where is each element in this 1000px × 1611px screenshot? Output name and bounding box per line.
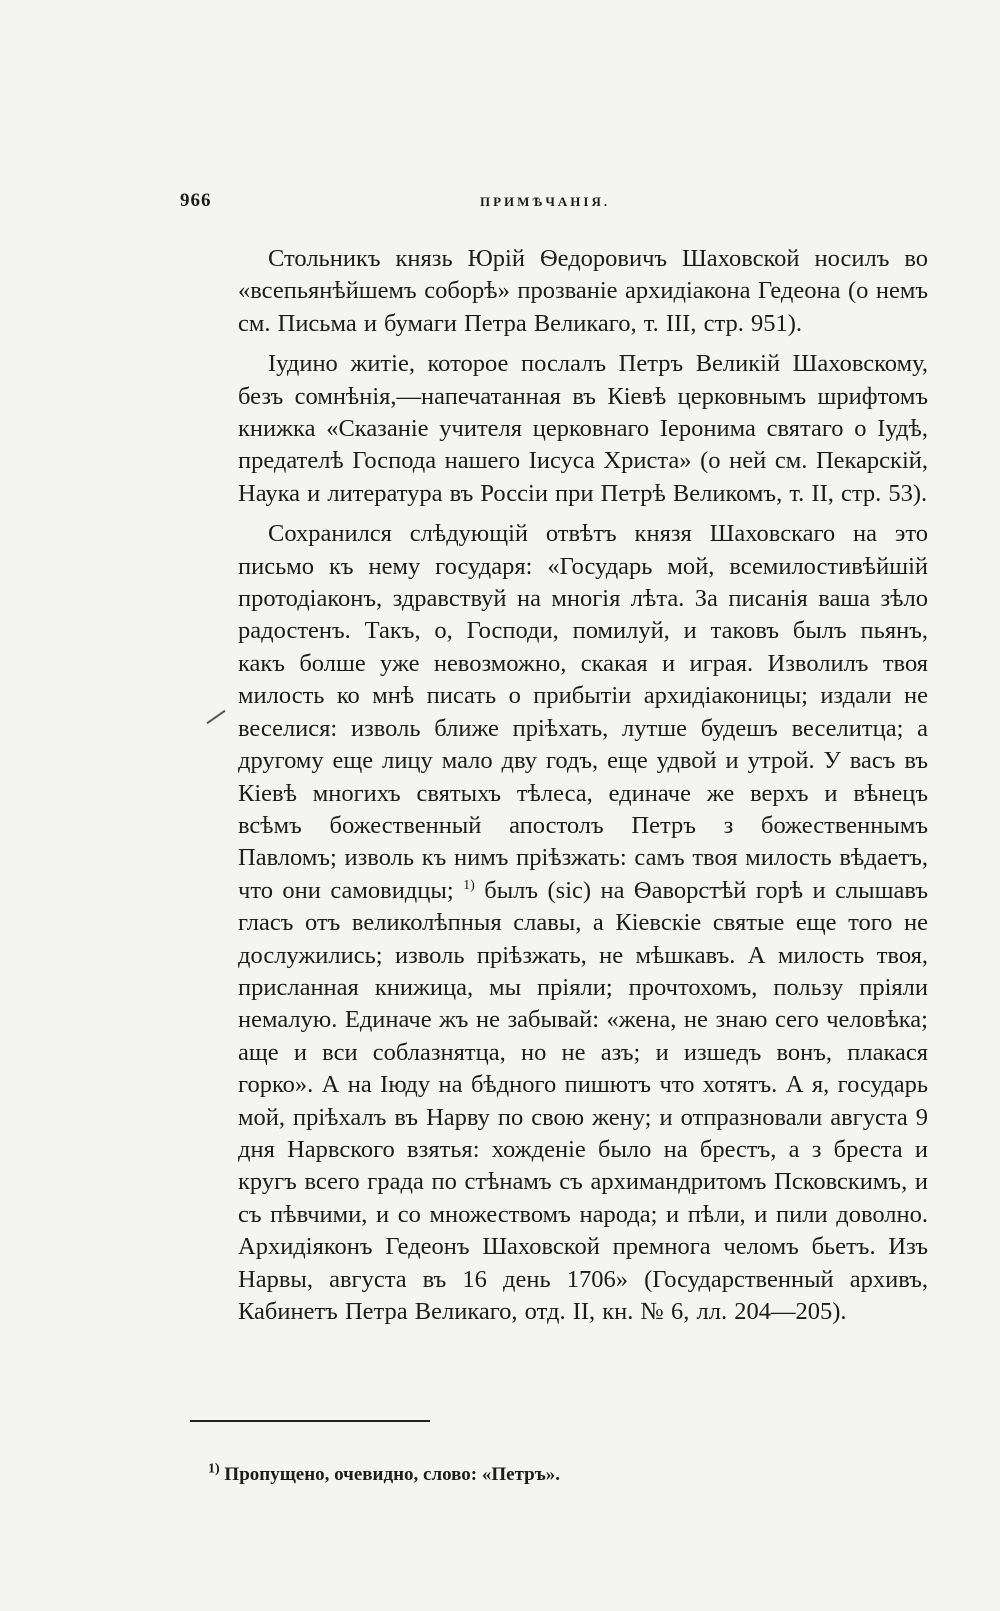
page-number: 966 [180, 190, 212, 211]
running-title: ПРИМѢЧАНІЯ. [480, 194, 611, 209]
page-header [180, 190, 940, 220]
footnote [208, 1463, 908, 1487]
footnote-marker: 1) [208, 1461, 220, 1477]
margin-pencil-mark [206, 710, 225, 724]
paragraph-3 [238, 518, 928, 1328]
paragraph-3-part-2: былъ (sic) на Ѳаворстѣй горѣ и слышавъ гласъ отъ великолѣпныя славы, а Кіевскіе святые еще того не дослужились; изволь пріѣзжать, не мѣшкавъ. А милость твоя, присланная книжица, мы пріяли; прочтохомъ, пользу пріяли немалую. Единаче жъ не забывай: «жена, не знаю сего человѣка; аще и вси соблазнятца, но не азъ; и изшедъ вонъ, плакася горко». А на Іюду на бѣдного пишютъ что хотятъ. А я, государь мой, пріѣхалъ въ Нарву по свою жену; и отпразновали августа 9 дня Нарвского взятья: хожденіе было на брестъ, а з бреста и кругъ всего града по стѣнамъ съ архимандритомъ Псковскимъ, и съ пѣвчими, и со множествомъ народа; и пѣли, и пили доволно. Архидіяконъ Гедеонъ Шаховской премнога челомъ бьетъ. Изъ Нарвы, августа въ 16 день 1706» (Государственный архивъ, Кабинетъ Петра Великаго, отд. II, кн. № 6, лл. 204—205). [238, 876, 928, 1325]
paragraph-1: Стольникъ князь Юрій Ѳедоровичъ Шаховской носилъ во «всепьянѣйшемъ соборѣ» прозваніе архидіакона Гедеона (о немъ см. Письма и бумаги Петра Великаго, т. III, стр. 951). [238, 245, 928, 337]
paragraph-2: Іудино житіе, которое послалъ Петръ Великій Шаховскому, безъ сомнѣнія,—напечатанная въ Кіевѣ церковнымъ шрифтомъ книжка «Сказаніе учителя церковнаго Іеронима святаго о Іудѣ, предателѣ Господа нашего Іисуса Христа» (о ней см. Пекарскій, Наука и литература въ Россіи при Петрѣ Великомъ, т. II, стр. 53). [238, 350, 928, 507]
footnote-reference: 1) [463, 877, 475, 893]
main-text [238, 243, 928, 1336]
footnote-divider [190, 1420, 430, 1422]
paragraph-3-part-1: Сохранился слѣдующій отвѣтъ князя Шаховскаго на это письмо къ нему государя: «Государь мой, всемилостивѣйшій протодіаконъ, здравствуй на многія лѣта. За писанія ваша зѣло радостенъ. Такъ, о, Господи, помилуй, и таковъ былъ пьянъ, какъ болше уже невозможно, скакая и играя. Изволилъ твоя милость ко мнѣ писать о прибытіи архидіаконицы; издали не веселися: изволь ближе пріѣхать, лутше будешъ веселитца; а другому еще лицу мало дву годъ, еще удвой и утрой. У васъ въ Кіевѣ многихъ святыхъ тѣлеса, единаче же верхъ и вѣнецъ всѣмъ божественный апостолъ Петръ з божественнымъ Павломъ; изволь къ нимъ пріѣзжать: самъ твоя милость вѣдаетъ, что они самовидцы; [238, 520, 928, 904]
footnote-text: Пропущено, очевидно, слово: «Петръ». [224, 1464, 561, 1485]
